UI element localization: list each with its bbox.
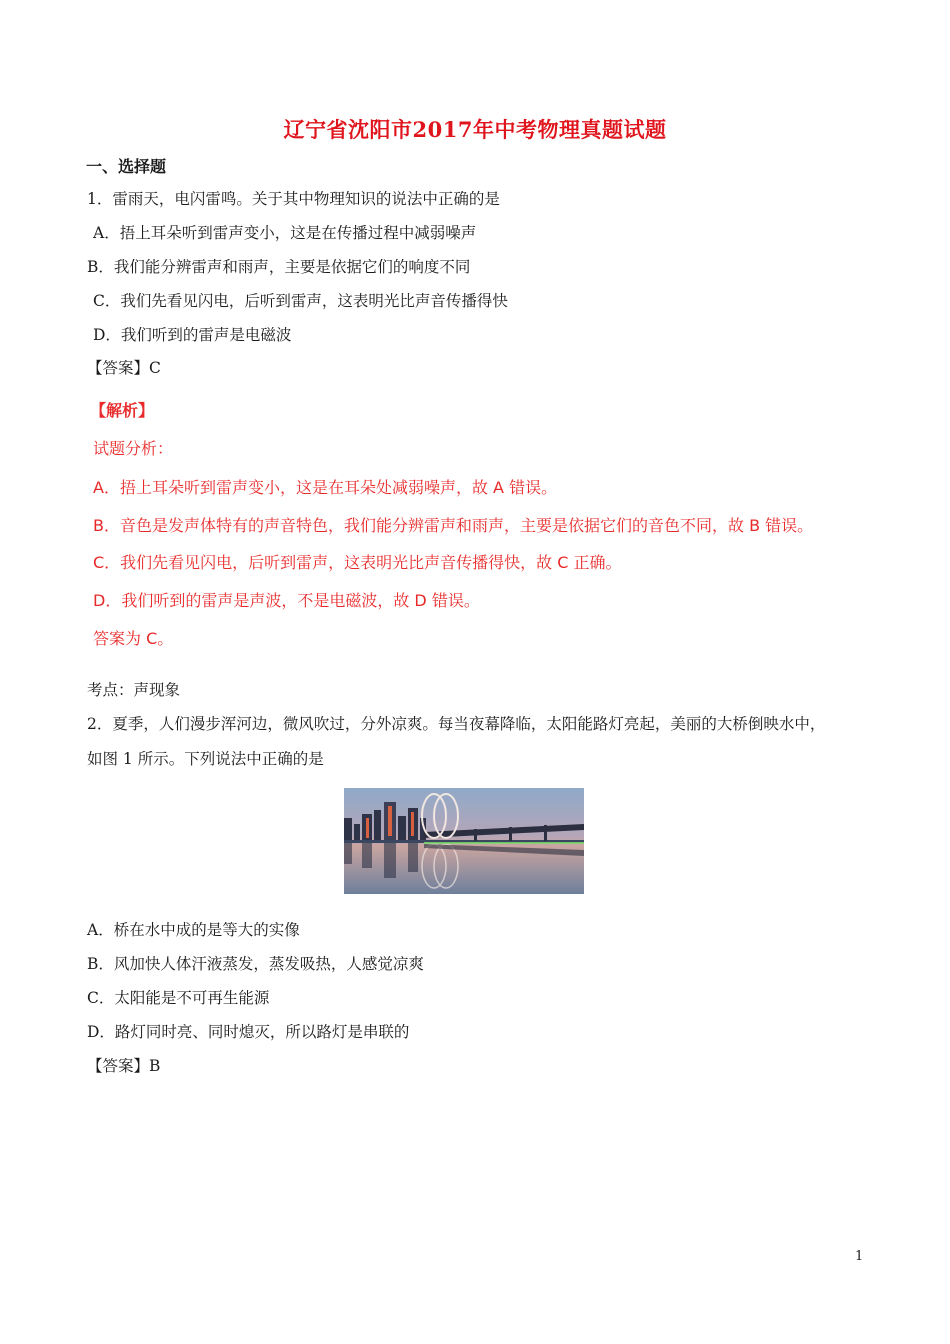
q2-option-d: D．路灯同时亮、同时熄灭，所以路灯是串联的 (87, 1023, 410, 1041)
page-number: 1 (855, 1249, 864, 1264)
page-title: 辽宁省沈阳市2017年中考物理真题试题 (283, 117, 667, 142)
q2-option-a: A．桥在水中成的是等大的实像 (87, 921, 300, 939)
q1-conclusion: 答案为 C。 (93, 629, 174, 648)
q1-kaodian: 考点：声现象 (87, 681, 181, 699)
q1-analysis-a: A．捂上耳朵听到雷声变小，这是在耳朵处减弱噪声，故 A 错误。 (93, 478, 558, 497)
q1-analysis-b: B．音色是发声体特有的声音特色，我们能分辨雷声和雨声，主要是依据它们的音色不同，故 B 错误。 (93, 516, 814, 535)
q2-option-c: C．太阳能是不可再生能源 (87, 989, 270, 1007)
q2-stem-line2: 如图 1 所示。下列说法中正确的是 (87, 750, 324, 768)
section-heading: 一、选择题 (86, 157, 167, 176)
q2-stem-line1: 2．夏季，人们漫步浑河边，微风吹过，分外凉爽。每当夜幕降临，太阳能路灯亮起，美丽的大桥倒映水中， (87, 715, 826, 733)
bridge-photo (344, 788, 584, 894)
q1-stem: 1．雷雨天，电闪雷鸣。关于其中物理知识的说法中正确的是 (87, 190, 500, 208)
q1-analysis-d: D．我们听到的雷声是声波，不是电磁波，故 D 错误。 (93, 591, 480, 610)
q1-analysis-label: 【解析】 (90, 401, 155, 420)
q1-answer: 【答案】C (87, 359, 161, 377)
q1-option-a: A．捂上耳朵听到雷声变小，这是在传播过程中减弱噪声 (93, 224, 477, 242)
q1-option-d: D．我们听到的雷声是电磁波 (93, 326, 292, 344)
q1-analysis-c: C．我们先看见闪电，后听到雷声，这表明光比声音传播得快，故 C 正确。 (93, 553, 622, 572)
q1-option-c: C．我们先看见闪电，后听到雷声，这表明光比声音传播得快 (93, 292, 508, 310)
q1-analysis-intro: 试题分析： (93, 439, 174, 458)
q2-option-b: B．风加快人体汗液蒸发，蒸发吸热，人感觉凉爽 (87, 955, 424, 973)
q1-option-b: B．我们能分辨雷声和雨声，主要是依据它们的响度不同 (87, 258, 471, 276)
q2-answer: 【答案】B (87, 1057, 161, 1075)
